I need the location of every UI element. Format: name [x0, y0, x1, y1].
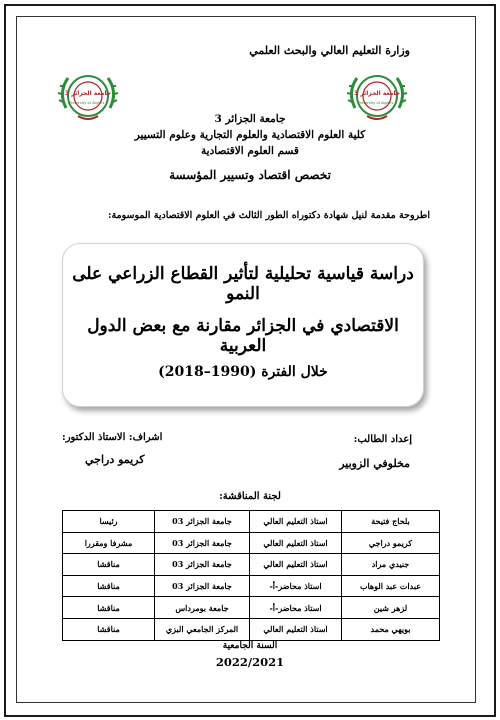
- ministry-name: وزارة التعليم العالي والبحث العلمي: [249, 44, 410, 57]
- jury-member-role: مناقشا: [63, 618, 155, 640]
- logo-latin-text: University of Algiers 3: [357, 101, 397, 105]
- logo-latin-text: University of Algiers 3: [68, 101, 108, 105]
- logo-arabic-text: جامعة الجزائر 3: [353, 90, 401, 97]
- table-row: [63, 554, 440, 576]
- academic-year: 2022/2021: [215, 655, 285, 669]
- supervisor-name: كريمو دراجي: [85, 453, 145, 466]
- jury-member-role: مناقشا: [63, 554, 155, 576]
- jury-member-rank: استاذ التعليم العالي: [250, 511, 342, 533]
- jury-table: [62, 510, 440, 641]
- academic-year-label: السنة الجامعية: [222, 641, 278, 651]
- jury-member-institution: جامعة بومرداس: [155, 597, 250, 619]
- prepared-by-label: إعداد الطالب:: [353, 434, 412, 445]
- table-row: [63, 575, 440, 597]
- jury-member-rank: استاذ التعليم العالي: [250, 618, 342, 640]
- jury-member-institution: المركز الجامعي البزي: [155, 618, 250, 640]
- jury-member-name: عبدات عبد الوهاب: [342, 575, 440, 597]
- jury-member-rank: استاذ محاضر-أ-: [250, 597, 342, 619]
- specialization: تخصص اقتصاد وتسيير المؤسسة: [169, 168, 331, 182]
- jury-member-institution: جامعة الجزائر 03: [155, 532, 250, 554]
- thesis-title-line-2: الاقتصادي في الجزائر مقارنة مع بعض الدول العربية: [87, 316, 399, 356]
- table-row: [63, 597, 440, 619]
- jury-member-institution: جامعة الجزائر 03: [155, 511, 250, 533]
- jury-member-name: بلحاج فتيحة: [342, 511, 440, 533]
- jury-member-role: مناقشا: [63, 575, 155, 597]
- jury-member-rank: استاذ التعليم العالي: [250, 554, 342, 576]
- thesis-note: اطروحة مقدمة لنيل شهادة دكتوراه الطور الثالث في العلوم الاقتصادية الموسومة:: [107, 210, 430, 221]
- jury-member-name: كريمو دراجي: [342, 532, 440, 554]
- student-name: مخلوفي الزوبير: [339, 457, 410, 470]
- thesis-title-line-3: خلال الفترة (1990–2018): [158, 364, 328, 380]
- supervisor-label: اشراف: الاستاذ الدكتور:: [62, 432, 163, 443]
- jury-member-role: مناقشا: [63, 597, 155, 619]
- jury-member-name: جنيدي مراد: [342, 554, 440, 576]
- jury-member-name: بويهي محمد: [342, 618, 440, 640]
- table-row: [63, 511, 440, 533]
- committee-label: لجنة المناقشة:: [219, 491, 281, 502]
- faculty-name: كلية العلوم الاقتصادية والعلوم التجارية وعلوم التسيير: [134, 129, 366, 141]
- jury-member-rank: استاذ التعليم العالي: [250, 532, 342, 554]
- jury-member-role: رئيسا: [63, 511, 155, 533]
- jury-member-role: مشرفا ومقررا: [63, 532, 155, 554]
- table-row: [63, 618, 440, 640]
- thesis-title-box: [62, 243, 424, 407]
- department-name: قسم العلوم الاقتصادية: [201, 145, 299, 157]
- jury-member-rank: استاذ محاضر-أ-: [250, 575, 342, 597]
- university-name: جامعة الجزائر 3: [214, 113, 286, 125]
- table-row: [63, 532, 440, 554]
- jury-member-name: لزهر شين: [342, 597, 440, 619]
- thesis-title-line-1: دراسة قياسية تحليلية لتأثير القطاع الزراعي على النمو: [72, 264, 414, 304]
- logo-arabic-text: جامعة الجزائر 3: [64, 90, 112, 97]
- jury-member-institution: جامعة الجزائر 03: [155, 554, 250, 576]
- jury-member-institution: جامعة الجزائر 03: [155, 575, 250, 597]
